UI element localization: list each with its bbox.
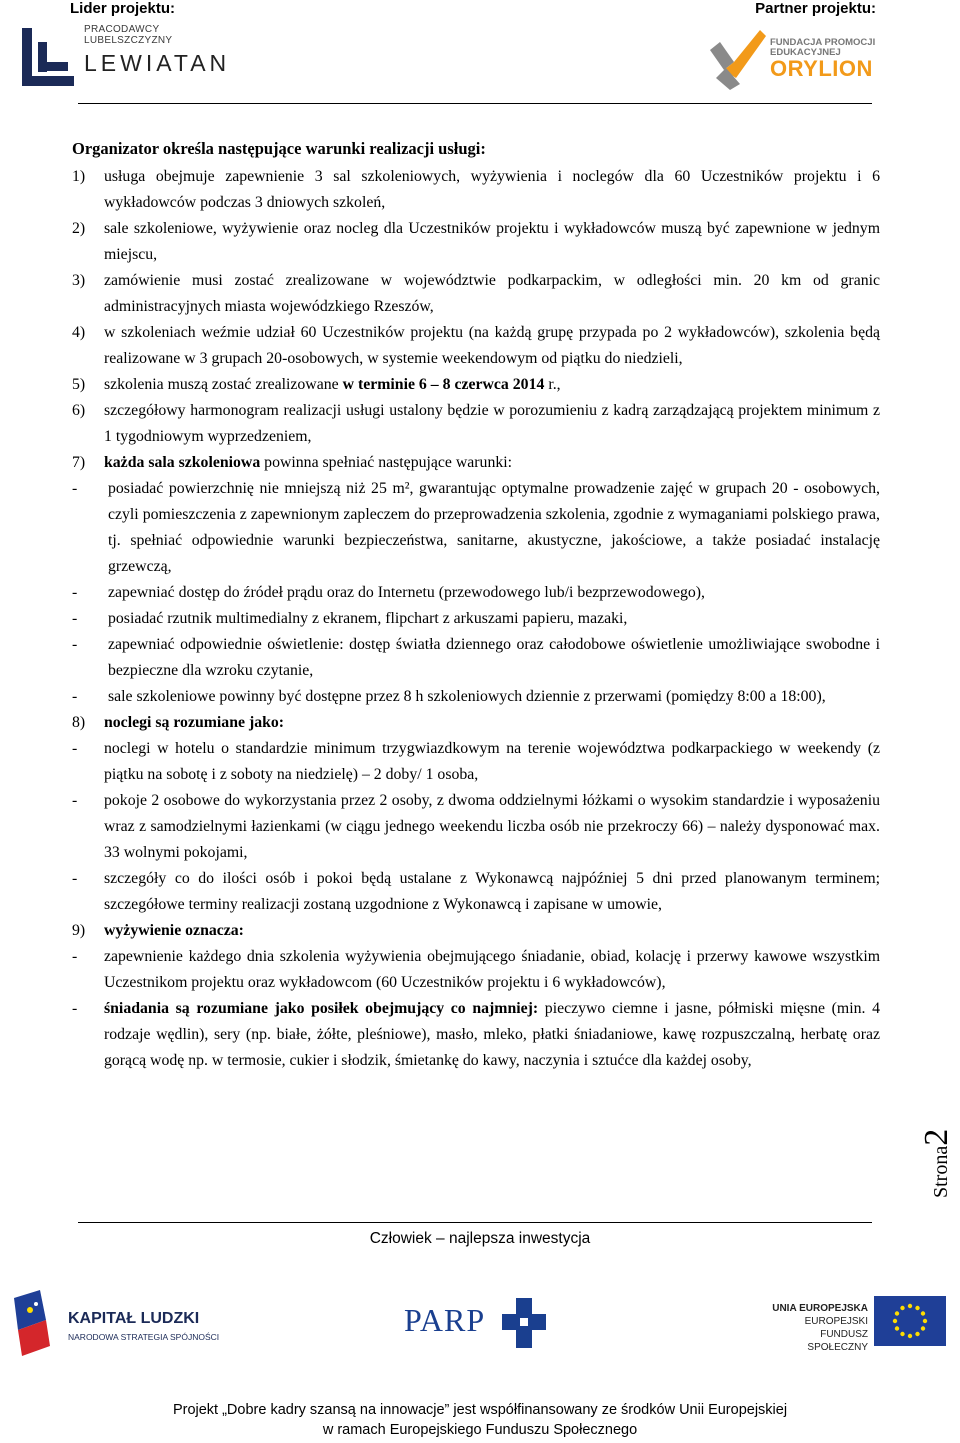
item-text-post: r., <box>544 376 561 393</box>
room-condition-3 <box>72 606 880 632</box>
lewiatan-line1: PRACODAWCY <box>84 24 160 35</box>
dash: - <box>72 870 78 887</box>
item-date: w terminie 6 – 8 czerwca 2014 <box>342 376 545 393</box>
project-leader-label: Lider projektu: <box>70 0 176 17</box>
lodging-text: szczegóły co do ilości osób i pokoi będą ustalane z Wykonawcą najpóźniej 5 dni przed planowanym terminem; szczegółowe terminy realizacji zostaną uzgodnione z Wykonawcą i zapisane w umowie, <box>104 870 880 913</box>
lodging-item-2 <box>72 788 880 866</box>
lewiatan-line2: LUBELSZCZYZNY <box>84 35 173 46</box>
item-text <box>104 372 880 398</box>
dash: - <box>72 792 78 809</box>
condition-text: posiadać powierzchnię nie mniejszą niż 25 m², gwarantując optymalne prowadzenie zajęć w grupach 20 - osobowych, czyli pomieszczenia z zapewnionym zapleczem do przeprowadzenia szkolenia, zgodnie z wymaganiami polskiego prawa, tj. spełniać odpowiednie warunki bezpieczeństwa, sanitarne, akustyczne, jakościowe, a także posiadać instalację grzewczą, <box>108 480 880 575</box>
condition-text: posiadać rzutnik multimedialny z ekranem, flipchart z arkuszami papieru, mazaki, <box>108 610 628 627</box>
item-text: szczegółowy harmonogram realizacji usługi ustalony będzie w porozumieniu z kadrą zarządzającą projektem minimum z 1 tygodniowym wyprzedzeniem, <box>104 402 880 445</box>
lewiatan-logo <box>18 24 238 90</box>
dash: - <box>72 480 78 497</box>
page-number-value: 2 <box>918 1128 955 1146</box>
lewiatan-mark-icon <box>18 24 78 90</box>
orylion-logo <box>706 22 902 92</box>
dash: - <box>72 636 78 653</box>
item-text-post: powinna spełniać następujące warunki: <box>260 454 513 471</box>
list-item-9 <box>72 918 880 944</box>
parp-mark-icon <box>502 1296 548 1350</box>
condition-text: zapewniać odpowiednie oświetlenie: dostęp światła dziennego oraz całodobowe oświetlenie umożliwiające swobodne i bezpieczne dla wzroku czytanie, <box>108 636 880 679</box>
eu-logo <box>760 1296 950 1356</box>
item-number: 6) <box>72 402 86 419</box>
item-number: 2) <box>72 220 86 237</box>
project-partner-label: Partner projektu: <box>755 0 876 17</box>
item-text: w szkoleniach weźmie udział 60 Uczestników projektu (na każdą grupę przypada po 2 wykładowców), szkolenia będą realizowane w 3 grupach 20-osobowych, w systemie weekendowym od piątku do niedzieli, <box>104 324 880 367</box>
footer-motto: Człowiek – najlepsza inwestycja <box>369 1230 591 1247</box>
item-number: 5) <box>72 376 86 393</box>
item-text: usługa obejmuje zapewnienie 3 sal szkoleniowych, wyżywienia i noclegów dla 60 Uczestników projektu i 6 wykładowców podczas 3 dniowych szkoleń, <box>104 168 880 211</box>
catering-text: zapewnienie każdego dnia szkolenia wyżywienia obejmującego śniadanie, obiad, kolację i przerwy kawowe wszystkim Uczestnikom projektu oraz wykładowcom (60 Uczestników projektu i 6 wykładowców), <box>104 948 880 991</box>
orylion-line2: EDUKACYJNEJ <box>770 47 841 58</box>
room-condition-1 <box>72 476 880 580</box>
eu-flag-icon <box>874 1296 946 1346</box>
footer-rule <box>78 1222 872 1223</box>
catering-text-rest: pieczywo ciemne i jasne, półmiski mięsne (min. 4 rodzaje wędlin), sery (np. białe, żółte, pleśniowe), masło, mleko, płatki śniadaniowe, kawę rozpuszczalną, herbatę oraz gorącą wodę np. w termosie, cukier i słodzik, śmietankę do kawy, naczynia i sztućce dla każdej osoby, <box>104 1000 880 1069</box>
room-condition-5 <box>72 684 880 710</box>
list-item-2 <box>72 216 880 268</box>
cofinancing-note <box>0 1400 960 1440</box>
lodging-text: pokoje 2 osobowe do wykorzystania przez 2 osoby, z dwoma oddzielnymi łóżkami o wysokim standardzie i wyposażeniu wraz z samodzielnymi łazienkami (w ciągu jednego weekendu liczba osób nie przekroczy 66) – należy dysponować max. 33 wolnymi pokojami, <box>104 792 880 861</box>
list-item-3 <box>72 268 880 320</box>
list-item-1 <box>72 164 880 216</box>
condition-text: sale szkoleniowe powinny być dostępne przez 8 h szkoleniowych dziennie z przerwami (pomiędzy 8:00 a 18:00), <box>108 688 826 705</box>
room-condition-2 <box>72 580 880 606</box>
item-number: 8) <box>72 714 86 731</box>
catering-item-1 <box>72 944 880 996</box>
item-text: wyżywienie oznacza: <box>104 922 244 939</box>
eu-line3: FUNDUSZ SPOŁECZNY <box>807 1329 868 1353</box>
dash: - <box>72 688 78 705</box>
list-item-7 <box>72 450 880 476</box>
catering-text-bold: śniadania są rozumiane jako posiłek obejmujący co najmniej: <box>104 1000 539 1017</box>
dash: - <box>72 610 78 627</box>
item-text: zamówienie musi zostać zrealizowane w województwie podkarpackim, w odległości min. 20 km od granic administracyjnych miasta wojewódzkiego Rzeszów, <box>104 272 880 315</box>
item-text: sale szkoleniowe, wyżywienie oraz nocleg dla Uczestników projektu i wykładowców muszą być zapewnione w jednym miejscu, <box>104 220 880 263</box>
list-item-6 <box>72 398 880 450</box>
item-number: 4) <box>72 324 86 341</box>
eu-line2: EUROPEJSKI <box>804 1316 868 1327</box>
item-number: 3) <box>72 272 86 289</box>
item-number: 1) <box>72 168 86 185</box>
document-body <box>72 136 880 1074</box>
kl-name: KAPITAŁ LUDZKI <box>68 1310 200 1327</box>
orylion-name: ORYLION <box>770 56 873 81</box>
dash: - <box>72 948 78 965</box>
orylion-line1: FUNDACJA PROMOCJI <box>770 37 876 48</box>
kapital-ludzki-mark-icon <box>10 1290 62 1356</box>
list-item-4 <box>72 320 880 372</box>
document-title: Organizator określa następujące warunki realizacji usługi: <box>72 139 486 158</box>
item-text-bold: każda sala szkoleniowa <box>104 454 261 471</box>
parp-logo <box>404 1294 554 1356</box>
item-number: 7) <box>72 454 86 471</box>
eu-line1: UNIA EUROPEJSKA <box>772 1303 868 1314</box>
page-number <box>918 1100 958 1210</box>
kapital-ludzki-logo <box>10 1290 240 1360</box>
item-text-pre: szkolenia muszą zostać zrealizowane <box>104 376 343 393</box>
list-item-8 <box>72 710 880 736</box>
dash: - <box>72 740 78 757</box>
dash: - <box>72 584 78 601</box>
catering-text <box>104 996 880 1074</box>
lewiatan-name: LEWIATAN <box>84 50 231 76</box>
lodging-text: noclegi w hotelu o standardzie minimum trzygwiazdkowym na terenie województwa podkarpackiego w weekendy (z piątku na sobotę i z soboty na niedzielę) – 2 doby/ 1 osoba, <box>104 740 880 783</box>
item-number: 9) <box>72 922 86 939</box>
item-text <box>104 450 880 476</box>
cofinancing-line1: Projekt „Dobre kadry szansą na innowacje” jest współfinansowany ze środków Unii Europejskiej <box>172 1402 788 1418</box>
footer-logos <box>0 1290 960 1362</box>
lodging-item-3 <box>72 866 880 918</box>
orylion-mark-icon <box>706 22 768 92</box>
catering-item-2 <box>72 996 880 1074</box>
item-text: noclegi są rozumiane jako: <box>104 714 285 731</box>
parp-name: PARP <box>404 1302 486 1338</box>
list-item-5 <box>72 372 880 398</box>
header-rule <box>78 103 872 104</box>
dash: - <box>72 1000 78 1017</box>
page-number-label: Strona <box>930 1145 952 1198</box>
room-condition-4 <box>72 632 880 684</box>
lodging-item-1 <box>72 736 880 788</box>
condition-text: zapewniać dostęp do źródeł prądu oraz do Internetu (przewodowego lub/i bezprzewodowego), <box>108 584 705 601</box>
kl-sub: NARODOWA STRATEGIA SPÓJNOŚCI <box>68 1332 220 1342</box>
cofinancing-line2: w ramach Europejskiego Funduszu Społecznego <box>322 1422 638 1438</box>
